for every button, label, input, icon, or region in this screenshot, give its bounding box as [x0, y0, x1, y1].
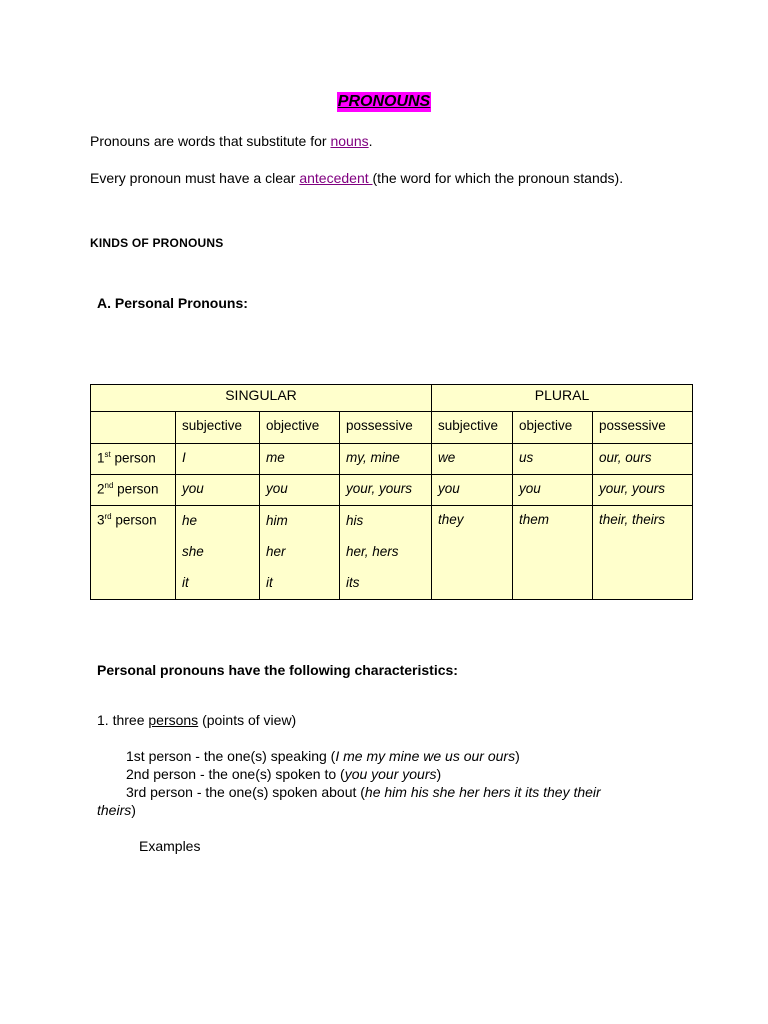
- table-row: [91, 443, 693, 474]
- intro-line-1-text: Pronouns are words that substitute for: [90, 133, 331, 149]
- page-title: PRONOUNS: [337, 93, 431, 110]
- pronoun-cell: your, yours: [340, 474, 432, 505]
- sub-header: possessive: [593, 412, 693, 443]
- person-number: 2: [97, 481, 105, 497]
- section-a-heading: A. Personal Pronouns:: [97, 295, 248, 311]
- first-person-close: ): [515, 748, 520, 764]
- table-row: [91, 506, 693, 600]
- pronoun-cell: [340, 506, 432, 600]
- second-person-close: ): [436, 766, 442, 782]
- pronoun-cell: my, mine: [340, 443, 432, 474]
- pronoun-it-objective: it: [266, 575, 273, 591]
- pronoun-cell: us: [513, 443, 593, 474]
- pronoun-it: it: [182, 575, 189, 591]
- first-person-text: 1st person - the one(s) speaking (: [126, 748, 336, 764]
- second-person-examples: you your yours: [344, 766, 437, 782]
- nouns-link[interactable]: nouns: [330, 133, 369, 149]
- person-number: 3: [97, 512, 105, 528]
- person-label: [91, 443, 176, 474]
- pronoun-his: his: [346, 513, 364, 529]
- plural-header: PLURAL: [432, 385, 693, 412]
- persons-term: persons: [148, 712, 199, 728]
- examples-label: Examples: [139, 838, 201, 854]
- sub-header: subjective: [176, 412, 260, 443]
- person-word: person: [111, 512, 157, 528]
- person-label: [91, 474, 176, 505]
- pronoun-him: him: [266, 513, 288, 529]
- title-container: [0, 92, 768, 112]
- person-ordinal: st: [104, 449, 111, 459]
- third-person-text: 3rd person - the one(s) spoken about (: [126, 784, 365, 800]
- pronoun-she: she: [182, 544, 204, 560]
- pronoun-cell: me: [260, 443, 340, 474]
- pronoun-cell: they: [432, 506, 513, 600]
- table-row: [91, 474, 693, 505]
- sub-header: objective: [260, 412, 340, 443]
- intro-line-2-suffix: (the word for which the pronoun stands).: [372, 170, 624, 186]
- pronoun-cell: you: [260, 474, 340, 505]
- first-person-examples: I me my mine we us our ours: [335, 748, 516, 764]
- pronoun-cell: their, theirs: [593, 506, 693, 600]
- pronoun-cell: you: [176, 474, 260, 505]
- second-person-text: 2nd person - the one(s) spoken to (: [126, 766, 345, 782]
- intro-line-1-suffix: .: [368, 133, 373, 149]
- point-1-suffix: (points of view): [198, 712, 297, 728]
- antecedent-link[interactable]: antecedent: [299, 170, 373, 186]
- third-person-line: [126, 783, 601, 801]
- pronoun-its: its: [346, 575, 360, 591]
- corner-cell: [91, 412, 176, 443]
- pronoun-cell: [176, 506, 260, 600]
- point-1-prefix: 1. three: [97, 712, 149, 728]
- person-word: person: [113, 481, 159, 497]
- sub-header: possessive: [340, 412, 432, 443]
- person-label: [91, 506, 176, 600]
- pronoun-cell: we: [432, 443, 513, 474]
- sub-header: subjective: [432, 412, 513, 443]
- pronoun-cell: I: [176, 443, 260, 474]
- pronoun-cell: you: [513, 474, 593, 505]
- pronoun-he: he: [182, 513, 198, 529]
- third-person-examples-cont: theirs: [97, 802, 132, 818]
- pronoun-her: her: [266, 544, 286, 560]
- pronoun-cell: you: [432, 474, 513, 505]
- sub-header: objective: [513, 412, 593, 443]
- intro-line-2: [90, 169, 623, 187]
- person-number: 1: [97, 450, 105, 466]
- intro-line-1: [90, 132, 373, 150]
- person-ordinal: rd: [104, 512, 112, 522]
- intro-line-2-text: Every pronoun must have a clear: [90, 170, 300, 186]
- second-person-line: [126, 765, 441, 783]
- point-1: [97, 711, 296, 729]
- pronoun-cell: [260, 506, 340, 600]
- pronoun-cell: them: [513, 506, 593, 600]
- person-ordinal: nd: [104, 480, 114, 490]
- person-word: person: [110, 450, 156, 466]
- pronoun-cell: your, yours: [593, 474, 693, 505]
- kinds-heading: KINDS OF PRONOUNS: [90, 236, 224, 250]
- first-person-line: [126, 747, 520, 765]
- pronoun-table: [90, 384, 693, 600]
- pronoun-her-hers: her, hers: [346, 544, 399, 560]
- third-person-close: ): [131, 802, 136, 818]
- characteristics-heading: Personal pronouns have the following characteristics:: [97, 662, 458, 678]
- singular-header: SINGULAR: [91, 385, 432, 412]
- third-person-continuation: [97, 801, 136, 819]
- third-person-examples: he him his she her hers it its they their: [364, 784, 601, 800]
- pronoun-cell: our, ours: [593, 443, 693, 474]
